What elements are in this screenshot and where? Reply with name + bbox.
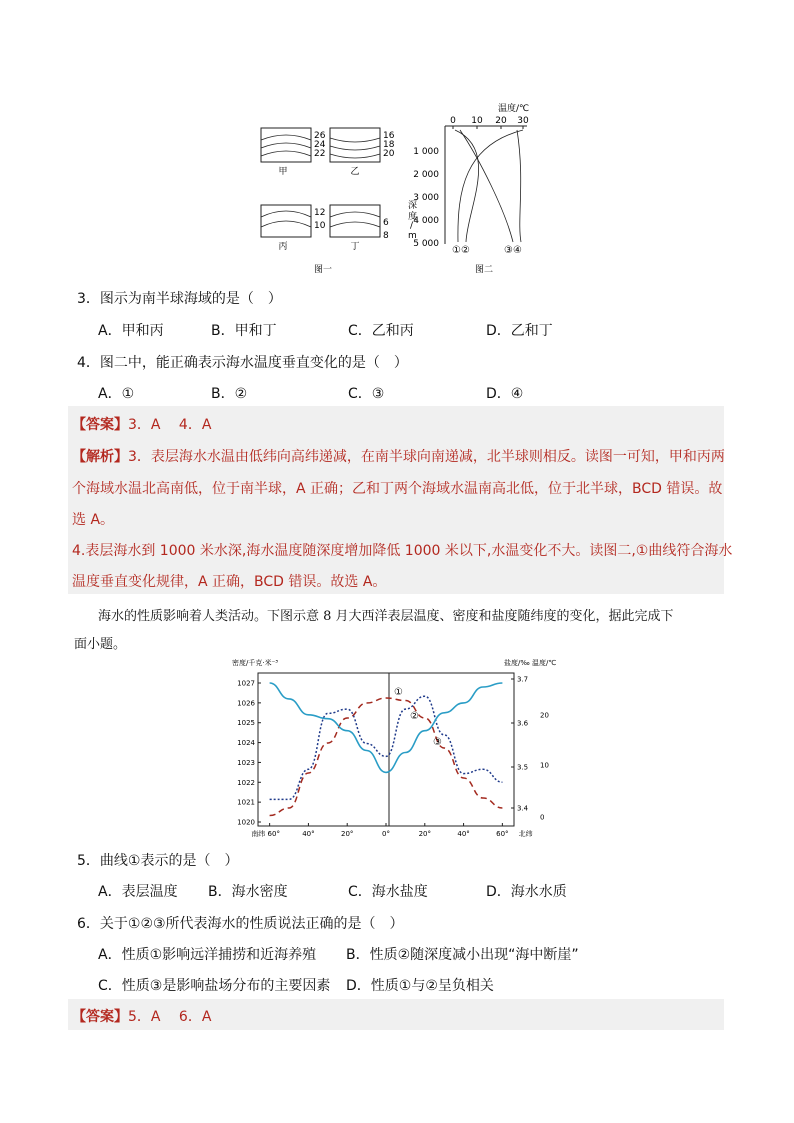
analysis-1-line-4: 4.表层海水到 1000 米水深,海水温度随深度增加降低 1000 米以下,水温变化不大。读图二,①曲线符合海水: [72, 543, 733, 559]
fig2-curve-4: [517, 130, 521, 242]
fig1-bing-label-2: 10: [314, 221, 326, 231]
fig1-ding-name: 丁: [350, 242, 360, 252]
q4-option-b[interactable]: B．②: [211, 386, 248, 402]
q4-option-c[interactable]: C．③: [348, 386, 385, 402]
fig2-caption: 图二: [474, 265, 494, 275]
q3-option-d[interactable]: D．乙和丁: [486, 323, 553, 339]
density-tick-label: 1025: [237, 719, 255, 728]
fig1-jia-label-1: 26: [314, 131, 326, 141]
q6-stem: 6．关于①②③所代表海水的性质说法正确的是（ ）: [77, 916, 404, 932]
chart-left-axis-label: 密度/千克·米⁻³: [232, 659, 279, 667]
intro-line-2: 面小题。: [74, 637, 127, 652]
fig2-depth-label-3: /: [410, 221, 414, 231]
series-line-1: [270, 698, 503, 816]
answer-block-1: [68, 406, 724, 594]
analysis-1-line-1: 【解析】3．表层海水水温由低纬向高纬递减，在南半球向南递减，北半球则相反。读图一可知，甲和丙两: [72, 449, 725, 465]
q3-option-b[interactable]: B．甲和丁: [211, 323, 277, 339]
q3-option-c[interactable]: C．乙和丙: [348, 323, 414, 339]
x-tick-label: 40°: [457, 830, 470, 838]
answer-1: [72, 414, 211, 434]
density-tick-label: 1026: [237, 699, 255, 708]
salinity-tick-label: 3.5: [517, 763, 529, 772]
salinity-tick-label: 3.4: [517, 804, 529, 813]
q5-option-c[interactable]: C．海水盐度: [348, 884, 428, 900]
fig1-bing-name: 丙: [278, 242, 288, 252]
fig1-panel-bing: [261, 205, 326, 252]
fig1-panel-yi: [330, 128, 395, 177]
q4-option-a[interactable]: A．①: [98, 386, 135, 402]
fig2: [408, 102, 529, 275]
fig2-depth-tick-1000: 1 000: [413, 147, 439, 157]
fig1-bing-label-1: 12: [314, 208, 326, 218]
fig1-yi-label-1: 16: [383, 131, 395, 141]
x-tick-label: 北纬: [518, 830, 533, 838]
answer-1-text: 3．A 4．A: [128, 417, 212, 433]
fig1-ding-label-1: 6: [383, 218, 389, 228]
fig1-ding-label-2: 8: [383, 231, 389, 241]
q5-stem: 5．曲线①表示的是（ ）: [77, 853, 239, 869]
x-tick-label: 60°: [496, 830, 509, 838]
fig2-depth-tick-5000: 5 000: [413, 239, 439, 249]
fig1-yi-name: 乙: [350, 167, 360, 177]
density-tick-label: 1023: [237, 758, 255, 767]
x-tick-label: 南纬 60°: [251, 830, 280, 838]
series-line-3: [270, 683, 503, 772]
fig2-depth-label-4: m: [408, 231, 417, 241]
fig1-yi-label-3: 20: [383, 149, 395, 159]
q6-option-d[interactable]: D．性质①与②呈负相关: [346, 978, 494, 994]
fig2-depth-tick-2000: 2 000: [413, 170, 439, 180]
fig1-caption: 图一: [313, 265, 333, 275]
series-label-1: ①: [394, 687, 403, 698]
analysis-1-line-2: 个海域水温北高南低，位于南半球，A 正确；乙和丁两个海域水温南高北低，位于北半球，BCD 错误。故: [72, 481, 723, 497]
density-tick-label: 1020: [237, 818, 255, 827]
x-tick-label: 0°: [382, 830, 390, 838]
answer-2-text: 5．A 6．A: [128, 1009, 212, 1025]
x-tick-label: 20°: [341, 830, 354, 838]
fig2-depth-tick-4000: 4 000: [413, 216, 439, 226]
fig2-curve-1: [458, 130, 523, 242]
fig2-curve-labels-left: ①②: [452, 245, 470, 256]
fig2-temp-tick-20: 20: [495, 116, 507, 126]
fig1-panel-ding: [330, 205, 389, 252]
q4-option-d[interactable]: D．④: [486, 386, 524, 402]
chart-right-axis-label: 盐度/‰ 温度/℃: [504, 659, 557, 667]
chart-frame: [258, 673, 514, 826]
fig2-curve-labels-right: ③④: [504, 245, 522, 256]
q3-stem: 3．图示为南半球海域的是（ ）: [77, 291, 282, 307]
intro-line-1: 海水的性质影响着人类活动。下图示意 8 月大西洋表层温度、密度和盐度随纬度的变化，据此完成下: [98, 609, 674, 624]
fig2-depth-label-1: 深: [408, 201, 418, 211]
salinity-tick-label: 3.7: [517, 675, 529, 684]
q6-option-a[interactable]: A．性质①影响远洋捕捞和近海养殖: [98, 947, 317, 963]
analysis-1-tag: 【解析】: [72, 449, 128, 465]
q4-stem: 4．图二中，能正确表示海水温度垂直变化的是（ ）: [77, 355, 408, 371]
fig2-temp-tick-30: 30: [517, 116, 529, 126]
density-tick-label: 1027: [237, 679, 255, 688]
atlantic-chart: [228, 655, 558, 845]
salinity-tick-label: 3.6: [517, 719, 529, 728]
figure-1-2: [255, 100, 545, 278]
fig2-temp-tick-0: 0: [450, 116, 456, 126]
series-label-2: ②: [410, 711, 419, 722]
fig2-curve-3: [460, 130, 513, 242]
series-line-2: [270, 696, 503, 799]
fig2-temp-label: 温度/℃: [498, 104, 530, 114]
q6-option-b[interactable]: B．性质②随深度减小出现“海中断崖”: [346, 947, 579, 963]
answer-2: [72, 1006, 211, 1026]
fig1-jia-name: 甲: [278, 167, 288, 177]
q5-option-d[interactable]: D．海水水质: [486, 884, 567, 900]
x-tick-label: 40°: [302, 830, 315, 838]
fig1-yi-label-2: 18: [383, 140, 395, 150]
temperature-tick-label: 20: [540, 711, 549, 720]
temperature-tick-label: 10: [540, 761, 549, 770]
fig2-temp-tick-10: 10: [471, 116, 483, 126]
density-tick-label: 1022: [237, 778, 255, 787]
q3-option-a[interactable]: A．甲和丙: [98, 323, 164, 339]
fig1-jia-label-3: 22: [314, 149, 326, 159]
series-label-3: ③: [433, 737, 442, 748]
q6-option-c[interactable]: C．性质③是影响盐场分布的主要因素: [98, 978, 331, 994]
answer-2-tag: 【答案】: [72, 1009, 128, 1025]
fig1-panel-jia: [261, 128, 326, 177]
analysis-1-line-3: 选 A。: [72, 512, 115, 528]
answer-1-tag: 【答案】: [72, 417, 128, 433]
analysis-1-line-5: 温度垂直变化规律，A 正确，BCD 错误。故选 A。: [72, 574, 387, 590]
q5-option-a[interactable]: A．表层温度: [98, 884, 178, 900]
x-tick-label: 20°: [418, 830, 431, 838]
temperature-tick-label: 0: [540, 813, 545, 822]
fig2-curve-2: [455, 130, 479, 242]
density-tick-label: 1024: [237, 739, 255, 748]
fig2-depth-label-2: 度: [408, 212, 418, 222]
q5-option-b[interactable]: B．海水密度: [208, 884, 288, 900]
density-tick-label: 1021: [237, 798, 255, 807]
fig2-depth-tick-3000: 3 000: [413, 193, 439, 203]
fig1-jia-label-2: 24: [314, 140, 326, 150]
